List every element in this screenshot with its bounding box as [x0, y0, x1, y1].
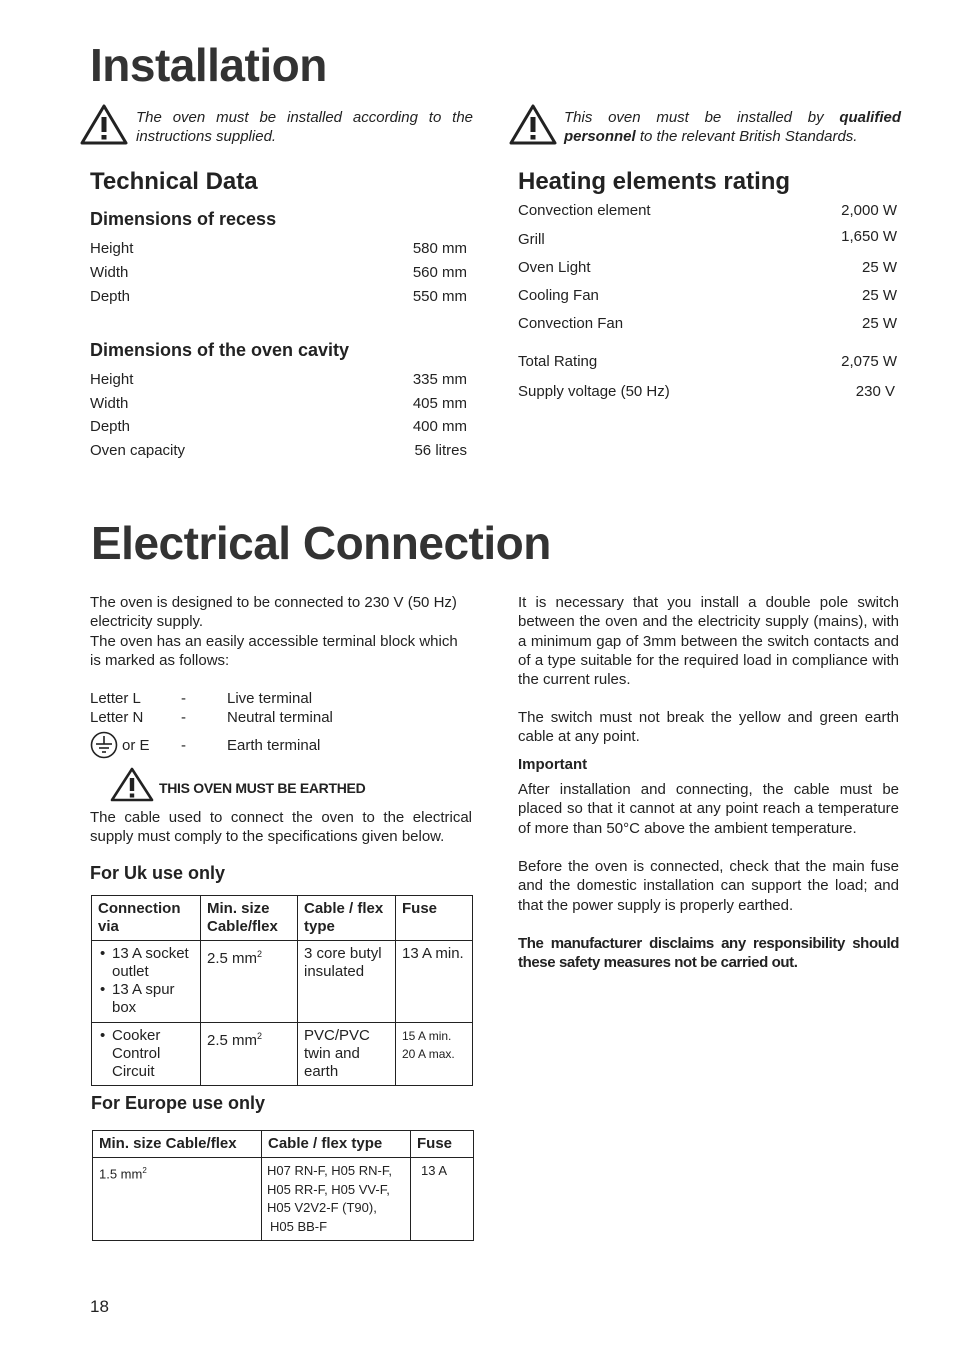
heating-row: Convection Fan 25 W: [518, 315, 897, 332]
terminal-dash: -: [181, 737, 186, 754]
table-header: Cable / flex type: [298, 896, 396, 941]
table-cell: 13 A min.: [396, 941, 473, 1023]
technical-data-title: Technical Data: [90, 168, 258, 195]
installation-warning-right: This oven must be installed by qualified personnel to the relevant British Standards.: [564, 109, 901, 145]
cavity-row: Depth 400 mm: [90, 418, 467, 435]
uk-title: For Uk use only: [90, 863, 226, 883]
heating-row: Total Rating 2,075 W: [518, 353, 897, 370]
recess-row: Height 580 mm: [90, 240, 467, 257]
page-number: 18: [90, 1297, 109, 1316]
table-cell: • Cooker Control Circuit: [92, 1023, 201, 1086]
table-cell: 1.5 $mm^2$: [93, 1158, 262, 1241]
cavity-row: Height 335 mm: [90, 371, 467, 388]
heating-title: Heating elements rating: [518, 168, 791, 195]
table-cell: H07 RN-F, H05 RN-F, H05 RR-F, H05 VV-F, H05 V2V2-F (T90), H05 BB-F: [262, 1158, 411, 1241]
table-row: [92, 896, 473, 941]
earthed-warning: THIS OVEN MUST BE EARTHED: [159, 780, 366, 796]
installation-warning-left: The oven must be installed according to the instructions supplied.: [136, 109, 473, 145]
terminal-desc: Neutral terminal: [227, 709, 333, 726]
table-header: Cable / flex type: [262, 1131, 411, 1158]
table-row: [92, 1023, 473, 1086]
table-header: Min. size Cable/flex: [93, 1131, 262, 1158]
terminal-letter: Letter N: [90, 709, 144, 726]
table-row: [93, 1131, 474, 1158]
terminal-letter: or E: [122, 737, 150, 754]
recess-row: Depth 550 mm: [90, 288, 467, 305]
disclaimer: The manufacturer disclaims any responsibility should these safety measures not be carried out.: [518, 935, 899, 972]
table-cell: PVC/PVC twin and earth: [298, 1023, 396, 1086]
table-header: Fuse: [411, 1131, 474, 1158]
table-cell: 2.5 $mm^2$: [201, 941, 298, 1023]
cavity-row: Width 405 mm: [90, 395, 467, 412]
cable-text: The cable used to connect the oven to the electrical supply must comply to the specifications given below.: [90, 809, 472, 846]
heating-row: Supply voltage (50 Hz) 230 V: [518, 383, 895, 400]
recess-title: Dimensions of recess: [90, 209, 277, 229]
heating-row: Oven Light 25 W: [518, 259, 897, 276]
table-row: [93, 1158, 474, 1241]
earth-symbol-icon: [90, 731, 118, 759]
installation-title: Installation: [90, 39, 327, 91]
heating-row: Grill 1,650 W: [518, 228, 897, 248]
table-header: Min. size Cable/flex: [201, 896, 298, 941]
right-paragraph-cable: After installation and connecting, the cable must be placed so that it cannot at any point reach a temperature of more than 50°C above the ambient temperature.: [518, 781, 899, 837]
important-title: Important: [518, 756, 588, 773]
right-paragraph-earth: The switch must not break the yellow and green earth cable at any point.: [518, 709, 899, 746]
table-cell: • 13 A socket outlet • 13 A spur box: [92, 941, 201, 1023]
electrical-intro: The oven is designed to be connected to 230 V (50 Hz) electricity supply. The oven has an easily accessible terminal block which is marked as follows:: [90, 594, 458, 669]
table-cell: 13 A: [411, 1158, 474, 1241]
table-header: Connection via: [92, 896, 201, 941]
terminal-letter: Letter L: [90, 690, 141, 707]
cavity-title: Dimensions of the oven cavity: [90, 340, 350, 360]
heating-row: Cooling Fan 25 W: [518, 287, 897, 304]
table-cell: 3 core butyl insulated: [298, 941, 396, 1023]
terminal-dash: -: [181, 690, 186, 707]
table-header: Fuse: [396, 896, 473, 941]
recess-row: Width 560 mm: [90, 264, 467, 281]
table-row: [92, 941, 473, 1023]
heating-row: Convection element 2,000 W: [518, 202, 897, 219]
terminal-desc: Live terminal: [227, 690, 313, 707]
right-paragraph-fuse: Before the oven is connected, check that the main fuse and the domestic installation can support the load; and that the power supply is properly earthed.: [518, 858, 899, 914]
warning-triangle-icon: [509, 103, 557, 145]
right-paragraph-switch: It is necessary that you install a double pole switch between the oven and the electricity supply (mains), with a minimum gap of 3mm between the switch contacts and of a type suitable for the required load in compliance with the current rules.: [518, 594, 899, 689]
warning-triangle-icon: [110, 766, 154, 802]
cavity-row: Oven capacity 56 litres: [90, 442, 467, 459]
electrical-title: Electrical Connection: [91, 517, 551, 569]
terminal-desc: Earth terminal: [227, 737, 321, 754]
eu-table: [92, 1130, 474, 1241]
table-cell: 2.5 $mm^2$: [201, 1023, 298, 1086]
warning-triangle-icon: [80, 103, 128, 145]
table-cell: 15 A min. 20 A max.: [396, 1023, 473, 1086]
eu-title: For Europe use only: [91, 1093, 266, 1113]
terminal-dash: -: [181, 709, 186, 726]
uk-table: [91, 895, 473, 1086]
